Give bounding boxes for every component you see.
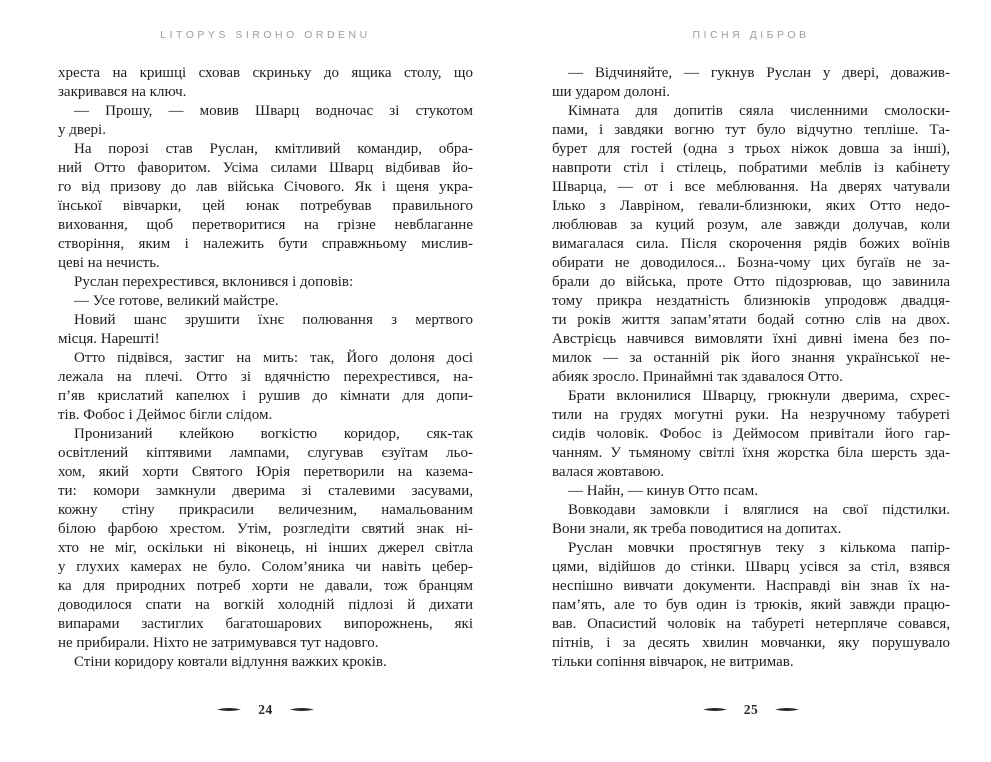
text-line: Пронизаний клейкою вогкістю коридор, сяк-так <box>74 426 473 442</box>
text-line: неспішно вивчати документи. Насправді він знав їх на- <box>552 578 950 594</box>
folio <box>552 703 950 717</box>
text-line: вимагалася сила. Після скорочення рядів божих воїнів <box>552 236 950 252</box>
text-line: тів. Фобос і Деймос бігли слідом. <box>58 407 273 423</box>
text-line: Руслан мовчки простягнув теку з кількома папір- <box>568 540 950 556</box>
text-line: бурет для гостей (одна з трьох ніжок довша за інші), <box>552 141 950 157</box>
text-line: Стіни коридору ковтали відлуння важких кроків. <box>74 654 387 670</box>
text-line: місця. Нарешті! <box>58 331 160 347</box>
text-line: у двері. <box>58 122 106 138</box>
ornament-icon <box>703 707 727 712</box>
text-line: тільки сопіння вівчарок, не витримав. <box>552 654 794 670</box>
text-line: пами, і завдяки вогню тут було відчутно тепліше. Та- <box>552 122 950 138</box>
text-line: тому прикра нездатність близнюків упродовж двадця- <box>552 293 950 309</box>
page-number: 25 <box>743 702 759 717</box>
text-line: лежала на плечі. Отто зі вдячністю перехрестився, на- <box>58 369 473 385</box>
text-line: ши ударом долоні. <box>552 84 670 100</box>
ornament-icon <box>217 707 241 712</box>
text-line: цями, відійшов до стінки. Шварц усівся за стіл, взявся <box>552 559 950 575</box>
text-line: Отто підвівся, застиг на мить: так, Його долоня досі <box>74 350 473 366</box>
text-line: го від призову до лав війська Січового. Як і щеня укра- <box>58 179 473 195</box>
text-line: кожну стіну прикрасили величезним, намальованим <box>58 502 473 518</box>
text-line: хом, який хорти Святого Юрія перетворили на казема- <box>58 464 473 480</box>
text-line: у глухих камерах не було. Солом’яника чи навіть цебер- <box>58 559 473 575</box>
text-line: абияк зросло. Принаймні так здавалося Отто. <box>552 369 843 385</box>
text-line: Новий шанс зрушити їхнє полювання з мертвого <box>74 312 473 328</box>
text-line: — Прошу, — мовив Шварц водночас зі стукотом <box>74 103 473 119</box>
text-line: вав. Опасистий чоловік на табуреті нетерпляче совався, <box>552 616 950 632</box>
text-line: чанням. У тьмяному світлі їхня жорстка біла шерсть зда- <box>552 445 950 461</box>
text-line: навпроти стіл і стілець, побратими меблів із кабінету <box>552 160 950 176</box>
text-line: не прибирали. Ніхто не затримувався тут надовго. <box>58 635 379 651</box>
text-line: виховання, щоб перетворитися на грізне невблаганне <box>58 217 473 233</box>
text-line: ка для природних потреб хорти не давали, тож бранцям <box>58 578 473 594</box>
text-line: закривався на ключ. <box>58 84 187 100</box>
ornament-icon <box>290 707 314 712</box>
text-line: Шварца, — от і все меблювання. На дверях чатували <box>552 179 950 195</box>
running-head-left: LITOPYS SIROHO ORDENU <box>160 29 371 41</box>
text-line: Вони знали, як треба поводитися на допитах. <box>552 521 842 537</box>
text-line: ний Отто фаворитом. Усіма силами Шварц відбивав йо- <box>58 160 473 176</box>
text-line: тили на грудях могутні руки. На незручному табуреті <box>552 407 950 423</box>
text-line: білою фарбою хрестом. Утім, розгледіти святий знак ні- <box>58 521 473 537</box>
folio <box>58 703 473 717</box>
page-right <box>552 0 950 762</box>
page-number: 24 <box>258 702 273 717</box>
text-line: доводилося спати на вогкій холодній підлозі й дихати <box>58 597 473 613</box>
text-line: цеві на нечисть. <box>58 255 160 271</box>
text-line: Австрієць навчився вимовляти їхні дивні імена без по- <box>552 331 950 347</box>
page-left <box>58 0 473 762</box>
ornament-icon <box>775 707 799 712</box>
text-line: Брати вклонилися Шварцу, грюкнули дверима, схрес- <box>568 388 950 404</box>
text-line: люблював за куций розум, але завжди долучав, коли <box>552 217 950 233</box>
text-line: хто не міг, оскільки ні віконець, ні інших джерел світла <box>58 540 473 556</box>
text-line: Ілько з Лавріном, ґевали-близнюки, яких Отто недо- <box>552 198 950 214</box>
text-line: освітлений кіптявими лампами, слугував єзуїтам льо- <box>58 445 473 461</box>
text-line: — Усе готове, великий майстре. <box>74 293 279 309</box>
text-line: п’яв крислатий капелюх і рушив до кімнати для допи- <box>58 388 473 404</box>
text-line: валася жовтавою. <box>552 464 665 480</box>
text-line: — Відчиняйте, — гукнув Руслан у двері, доважив- <box>568 65 950 81</box>
text-line: хреста на кришці сховав скриньку до ящика столу, що <box>58 65 473 81</box>
text-line: пітнів, і за десять хвилин мовчанки, яку порушувало <box>552 635 950 651</box>
text-line: На порозі став Руслан, кмітливий командир, обра- <box>74 141 473 157</box>
text-line: ти років життя запам’ятати бодай сотню слів на двох. <box>552 312 950 328</box>
text-line: обирати не доводилося... Бозна-чому цих бугаїв не за- <box>552 255 950 271</box>
text-line: створіння, яким і належить бути справжньому мислив- <box>58 236 473 252</box>
text-line: брали до війська, проте Отто підозрював, що завинила <box>552 274 950 290</box>
text-line: — Найн, — кинув Отто псам. <box>568 483 758 499</box>
page-body <box>552 64 950 672</box>
text-line: пам’ять, але то був один із трюків, який завжди працю- <box>552 597 950 613</box>
text-line: їнської вівчарки, цей юнак потребував правильного <box>58 198 473 214</box>
text-line: випарами застиглих багатошарових випорожнень, які <box>58 616 473 632</box>
running-head-right: ПІСНЯ ДІБРОВ <box>692 29 810 41</box>
text-line: Кімната для допитів сяяла численними смолоски- <box>568 103 950 119</box>
text-line: сидів чоловік. Фобос із Деймосом привітали його гар- <box>552 426 950 442</box>
text-line: Вовкодави замовкли і вляглися на свої підстилки. <box>568 502 950 518</box>
page-body <box>58 64 473 672</box>
text-line: милок — за останній рік його знання української не- <box>552 350 950 366</box>
text-line: Руслан перехрестився, вклонився і доповів: <box>74 274 354 290</box>
text-line: ти: комори замкнули дверима зі сталевими засувами, <box>58 483 473 499</box>
